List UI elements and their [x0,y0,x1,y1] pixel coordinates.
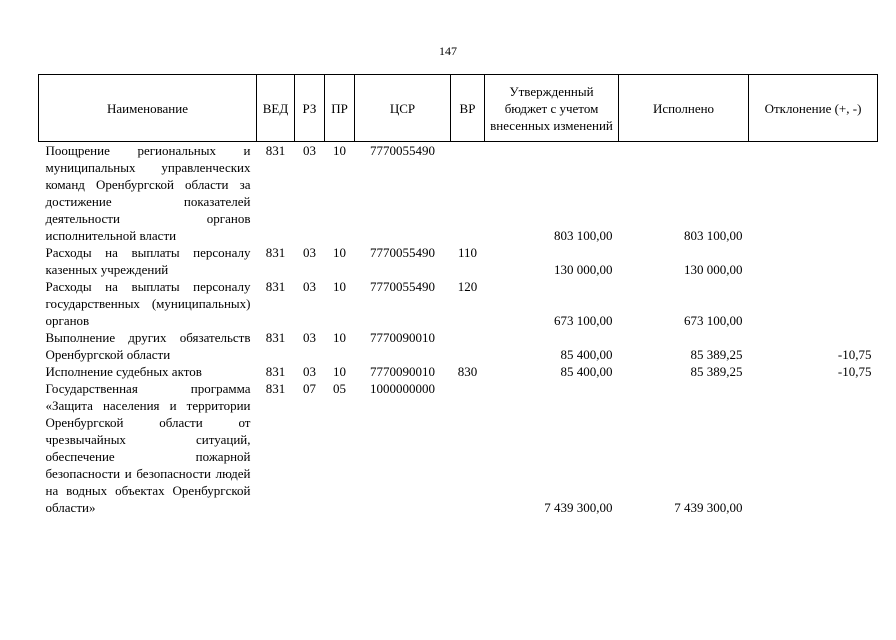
row-rz: 03 [303,279,316,294]
row-vr [451,380,485,516]
row-ved: 831 [265,245,286,260]
table-row [39,278,878,329]
row-name: Расходы на выплаты персоналу государственных (муниципальных) органов [45,279,251,328]
row-deviation [749,380,878,516]
row-pr: 10 [333,364,346,379]
row-approved: 130 000,00 [554,262,613,277]
row-csr: 7770055490 [370,245,435,260]
row-csr: 7770055490 [370,143,435,158]
row-name: Расходы на выплаты персоналу казенных учреждений [45,245,251,277]
col-header-ved: ВЕД [257,75,295,142]
row-csr: 7770055490 [370,279,435,294]
row-approved: 85 400,00 [560,347,613,362]
row-csr: 7770090010 [370,364,435,379]
row-pr: 10 [333,143,346,158]
row-executed: 7 439 300,00 [674,500,743,515]
row-name: Выполнение других обязательств Оренбургской области [45,330,251,362]
col-header-rz: РЗ [295,75,325,142]
row-vr [451,142,485,245]
row-ved: 831 [265,381,286,396]
row-deviation [749,278,878,329]
row-pr: 10 [333,330,346,345]
row-approved: 803 100,00 [554,228,613,243]
col-header-name: Наименование [39,75,257,142]
table-row [39,142,878,245]
row-vr: 110 [457,245,478,260]
row-pr: 10 [333,245,346,260]
row-executed: 803 100,00 [684,228,743,243]
row-executed: 673 100,00 [684,313,743,328]
row-deviation [749,244,878,278]
row-name: Исполнение судебных актов [45,364,202,379]
row-deviation [749,142,878,245]
row-vr [451,329,485,363]
col-header-vr: ВР [451,75,485,142]
table-row [39,329,878,363]
row-name: Государственная программа «Защита населения и территории Оренбургской области от чрезвычайных ситуаций, обеспечение пожарной безопасности и безопасности людей на водных объектах Оренбургской области» [45,381,251,515]
row-pr: 05 [333,381,346,396]
table-row [39,244,878,278]
row-executed: 130 000,00 [684,262,743,277]
col-header-pr: ПР [325,75,355,142]
row-rz: 03 [303,245,316,260]
col-header-executed: Исполнено [619,75,749,142]
row-rz: 03 [303,364,316,379]
row-ved: 831 [265,364,286,379]
row-approved: 673 100,00 [554,313,613,328]
row-csr: 7770090010 [370,330,435,345]
row-executed: 85 389,25 [690,347,743,362]
row-approved: 85 400,00 [560,364,613,379]
row-csr: 1000000000 [370,381,435,396]
row-approved: 7 439 300,00 [544,500,613,515]
table-row [39,363,878,380]
row-ved: 831 [265,279,286,294]
row-ved: 831 [265,330,286,345]
col-header-deviation: Отклонение (+, -) [749,75,878,142]
row-name: Поощрение региональных и муниципальных управленческих команд Оренбургской области за достижение показателей деятельности органов исполнительной власти [45,143,251,243]
col-header-csr: ЦСР [355,75,451,142]
row-rz: 03 [303,330,316,345]
row-executed: 85 389,25 [690,364,743,379]
col-header-approved: Утвержденный бюджет с учетом внесенных изменений [485,75,619,142]
row-pr: 10 [333,279,346,294]
row-vr: 120 [457,279,478,294]
table-header-row [39,75,878,142]
row-deviation: -10,75 [837,347,872,362]
row-rz: 07 [303,381,316,396]
page-number: 147 [439,44,457,58]
table-row [39,380,878,516]
row-rz: 03 [303,143,316,158]
row-vr: 830 [457,364,478,379]
budget-table [38,74,878,516]
row-ved: 831 [265,143,286,158]
row-deviation: -10,75 [837,364,872,379]
